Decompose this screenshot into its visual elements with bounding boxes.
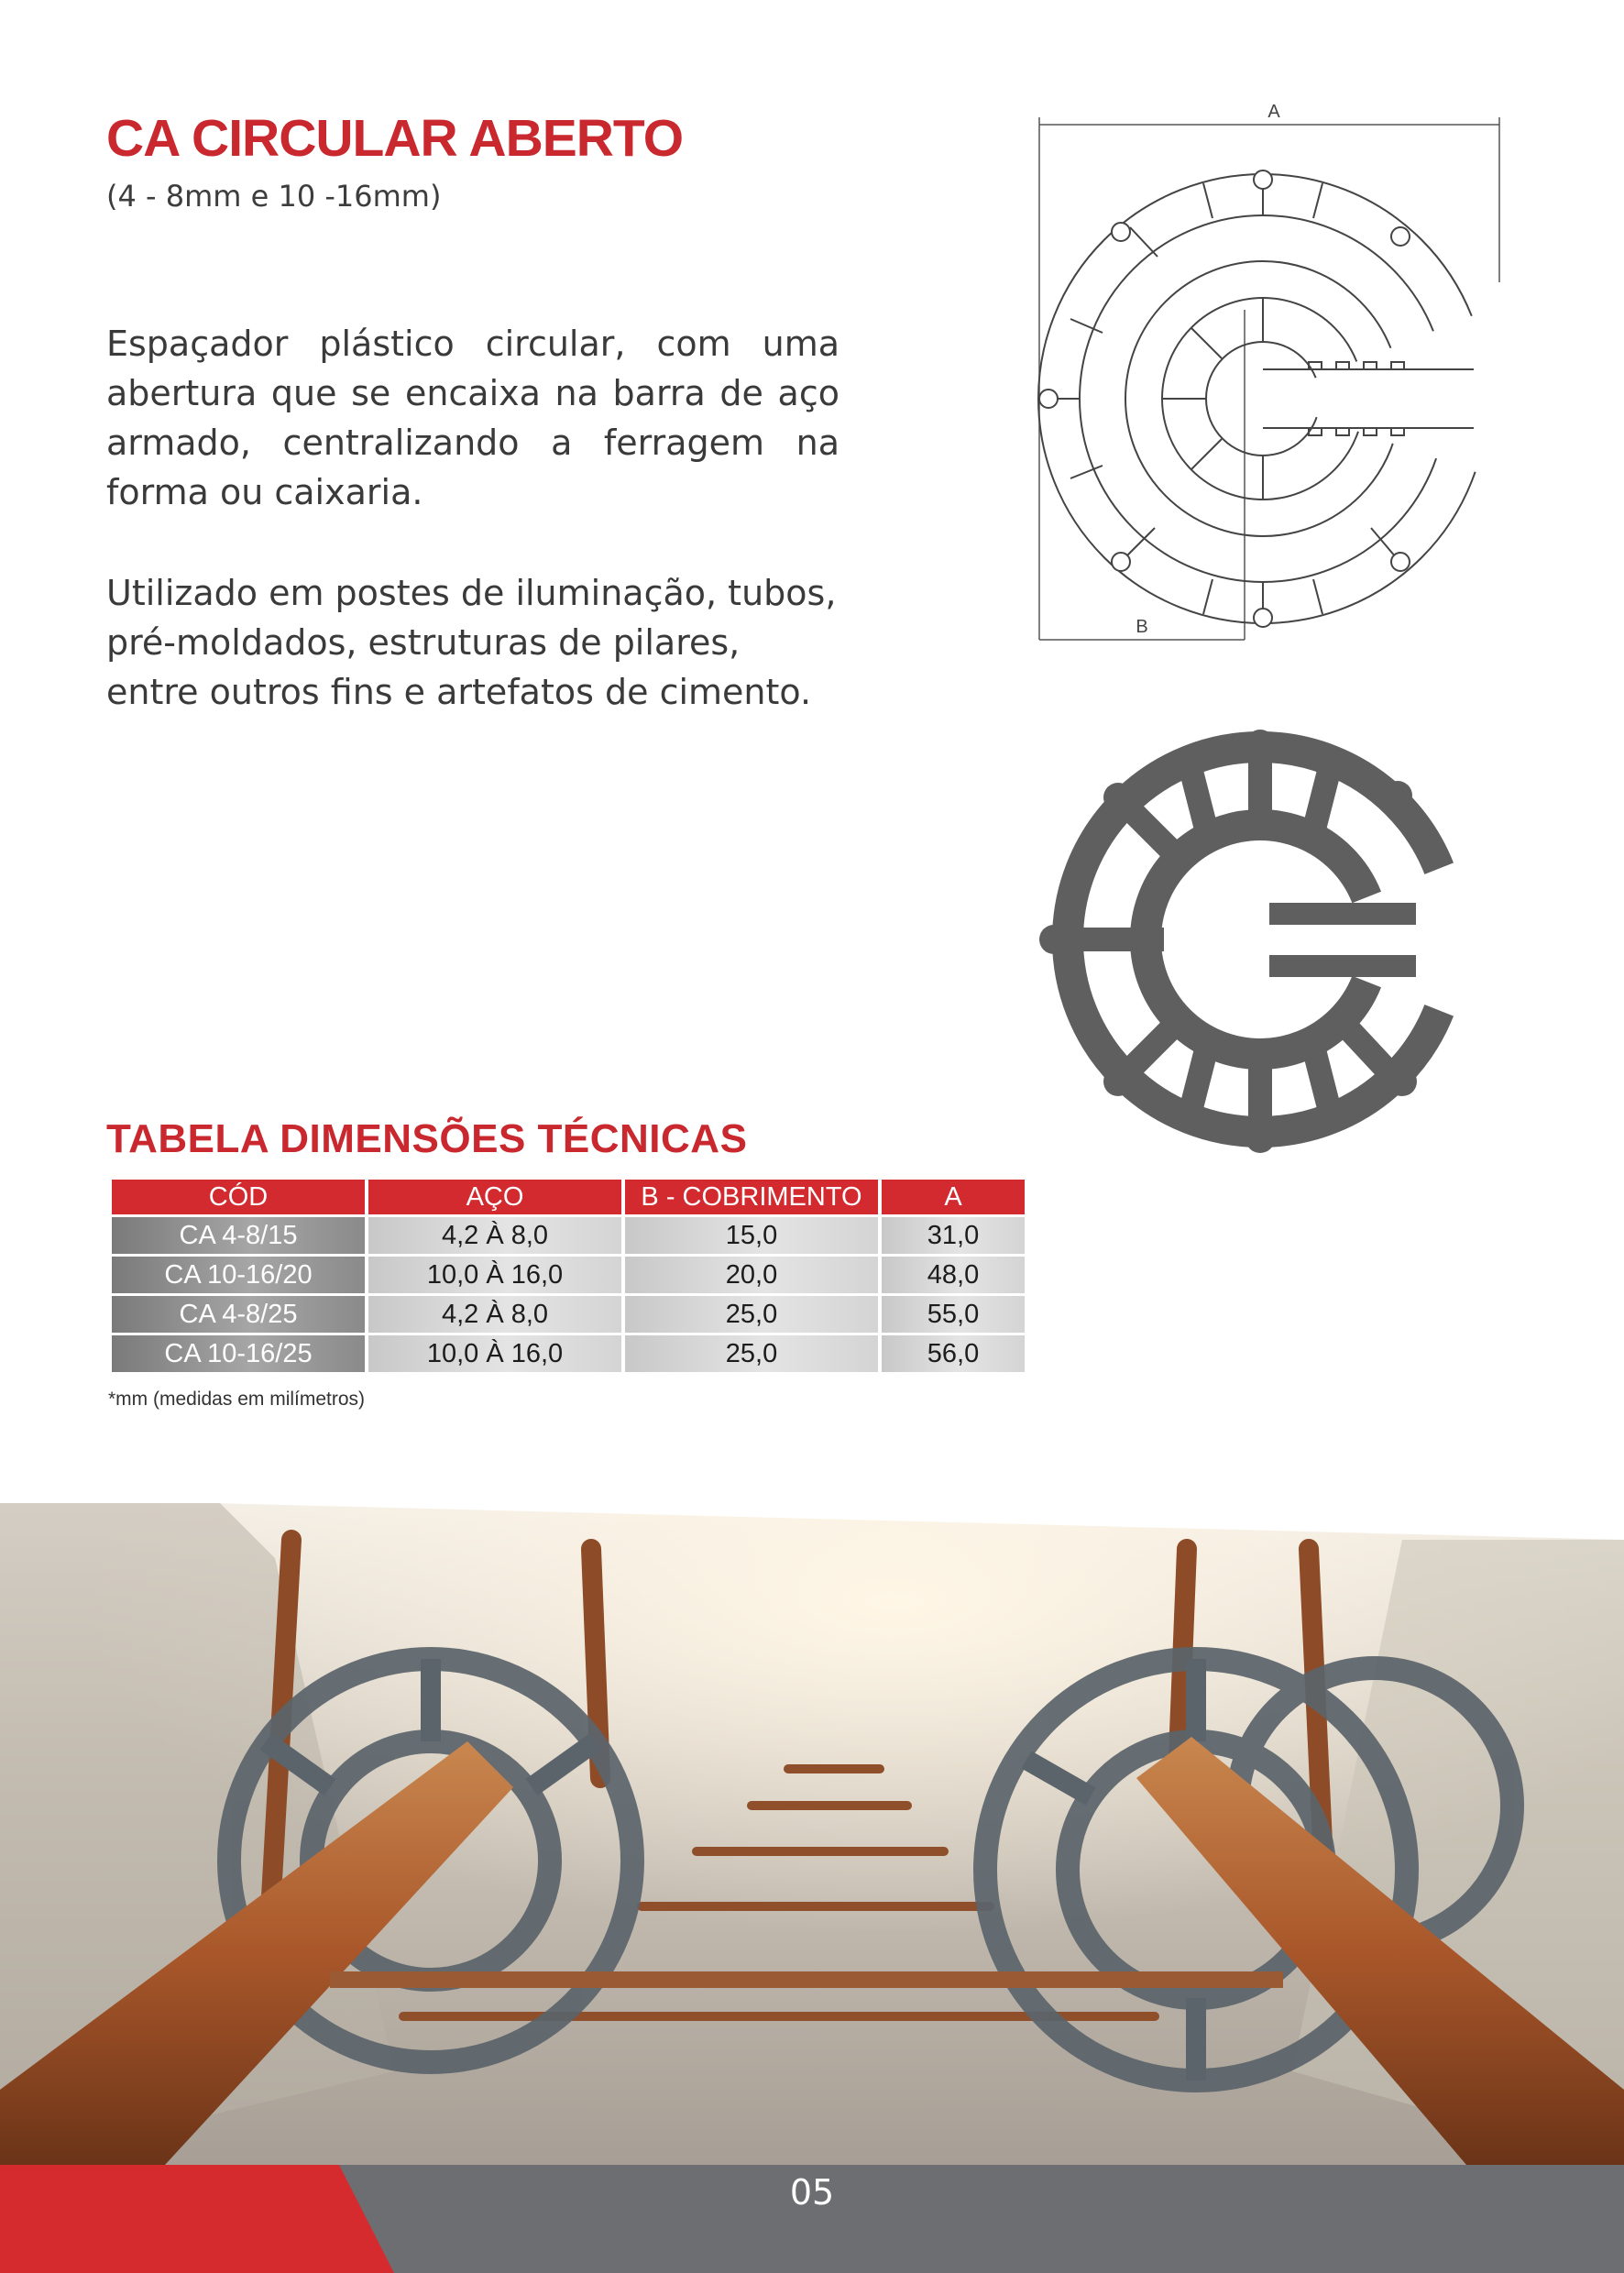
page-number: 05 [789,2172,835,2213]
cell-cobrimento: 20,0 [625,1257,878,1293]
product-image [1026,715,1503,1173]
dimension-b [1039,310,1245,640]
table-row [112,1257,1025,1293]
installation-photo [0,1503,1624,2165]
cell-cod: CA 4-8/15 [112,1217,365,1254]
cell-aco: 4,2 À 8,0 [368,1296,621,1333]
cell-a: 55,0 [882,1296,1025,1333]
page-subtitle: (4 - 8mm e 10 -16mm) [106,179,442,214]
cell-cobrimento: 25,0 [625,1296,878,1333]
dimension-a-label: A [1267,102,1280,122]
cell-cobrimento: 25,0 [625,1335,878,1372]
cell-aco: 10,0 À 16,0 [368,1335,621,1372]
cell-cobrimento: 15,0 [625,1217,878,1254]
spacer-outline [1038,174,1487,623]
spacer-teeth [1263,362,1474,435]
description-paragraph-2: Utilizado em postes de iluminação, tubos, pré-moldados, estruturas de pilares, entre outros fins e artefatos de cimento. [106,573,837,712]
dimension-b-label: B [1136,617,1148,637]
technical-drawing [1034,99,1510,649]
cell-aco: 4,2 À 8,0 [368,1217,621,1254]
header-aco: AÇO [368,1180,621,1214]
cell-cod: CA 10-16/25 [112,1335,365,1372]
cell-cod: CA 10-16/20 [112,1257,365,1293]
table-header-row [112,1180,1025,1214]
table-row [112,1335,1025,1372]
spacer-spokes [1043,174,1396,623]
cell-a: 48,0 [882,1257,1025,1293]
header-a: A [882,1180,1025,1214]
table-footnote: *mm (medidas em milímetros) [108,1389,366,1410]
cell-aco: 10,0 À 16,0 [368,1257,621,1293]
cell-a: 31,0 [882,1217,1025,1254]
dimensions-table [108,1177,1028,1375]
table-row [112,1217,1025,1254]
header-cod: CÓD [112,1180,365,1214]
cell-cod: CA 4-8/25 [112,1296,365,1333]
cell-a: 56,0 [882,1335,1025,1372]
table-title: TABELA DIMENSÕES TÉCNICAS [106,1116,748,1161]
description-paragraph-1: Espaçador plástico circular, com uma abertura que se encaixa na barra de aço armado, centralizando a ferragem na forma ou caixaria. [106,324,839,512]
header-cobrimento: B - COBRIMENTO [625,1180,878,1214]
page-title: CA CIRCULAR ABERTO [106,109,684,168]
table-row [112,1296,1025,1333]
